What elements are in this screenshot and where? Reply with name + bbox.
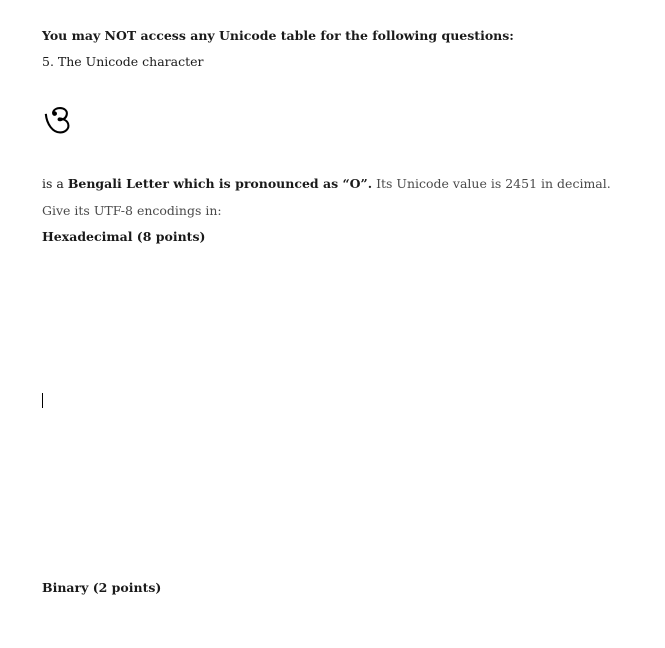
hexadecimal-label: Hexadecimal (8 points) [42,229,206,244]
give-encodings-text: Give its UTF-8 encodings in: [42,203,222,218]
description-suffix: Its Unicode value is 2451 in decimal. [372,176,611,191]
question-intro: 5. The Unicode character [42,54,204,69]
character-description [42,176,611,192]
description-bold: Bengali Letter which is pronounced as “O”. [67,176,373,191]
binary-label: Binary (2 points) [42,580,162,595]
bengali-character: ও [43,97,73,143]
description-prefix: is a [42,176,68,191]
instruction-heading: You may NOT access any Unicode table for the following questions: [42,28,514,43]
text-cursor[interactable] [42,393,43,408]
